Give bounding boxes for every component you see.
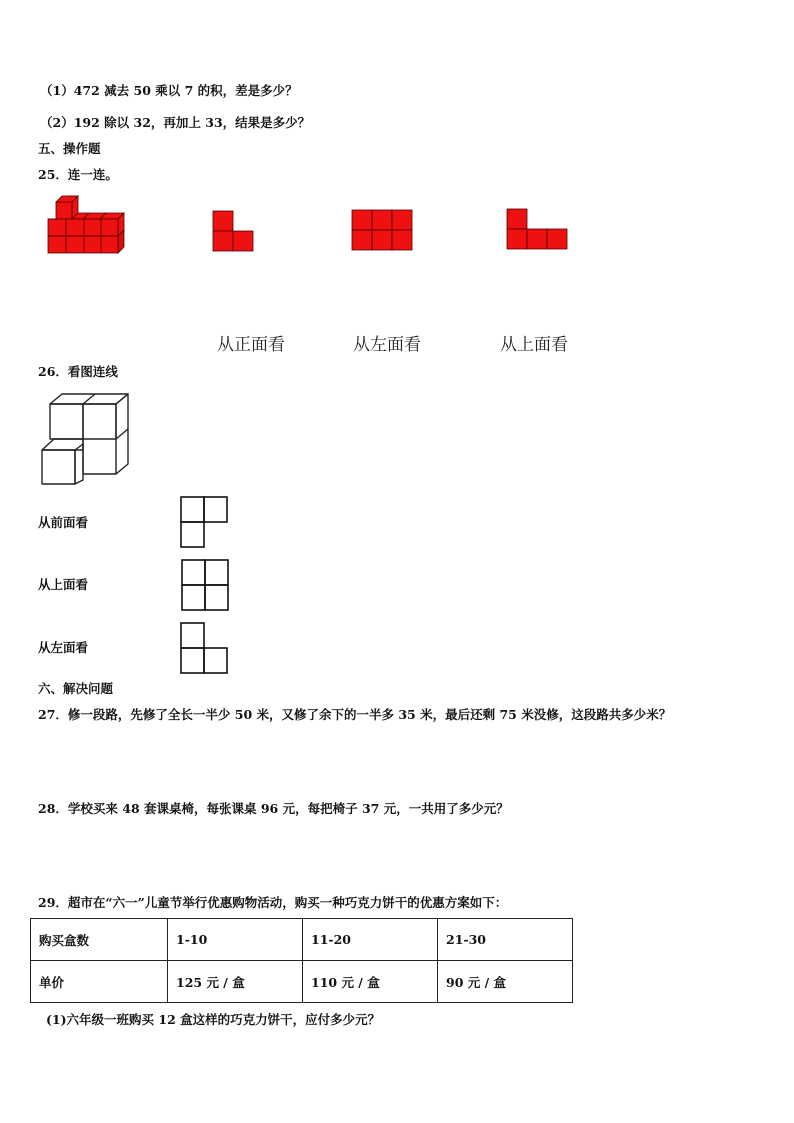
- q26-grid-shape-1: [180, 496, 230, 550]
- q26-cube-figure: [40, 392, 132, 488]
- table-cell: 90 元 / 盒: [438, 961, 573, 1003]
- q26-label-top: 从上面看: [38, 577, 89, 592]
- q2-sub-question: （2）192 除以 32，再加上 33，结果是多少？: [40, 115, 311, 130]
- section-five-title: 五、操作题: [38, 141, 101, 156]
- q27-text: 27．修一段路，先修了全长一半少 50 米，又修了余下的一半多 35 米，最后还剩 75 米没修，这段路共多少米？: [38, 707, 672, 722]
- q1-sub-question: （1）472 减去 50 乘以 7 的积，差是多少？: [40, 83, 298, 98]
- q25-view-shape-3: [507, 209, 569, 251]
- q25-view-shape-2: [352, 210, 414, 252]
- table-cell: 单价: [31, 961, 168, 1003]
- q26-label-front: 从前面看: [38, 515, 89, 530]
- table-cell: 1-10: [168, 919, 303, 961]
- table-cell: 购买盒数: [31, 919, 168, 961]
- q25-view-label-front: 从正面看: [217, 335, 285, 355]
- table-cell: 21-30: [438, 919, 573, 961]
- q26-label-left: 从左面看: [38, 640, 89, 655]
- q25-view-label-top: 从上面看: [500, 335, 568, 355]
- table-row: [31, 919, 573, 961]
- q26-grid-shape-3: [180, 622, 230, 676]
- q25-view-label-left: 从左面看: [353, 335, 421, 355]
- q29-sub1-text: (1)六年级一班购买 12 盒这样的巧克力饼干，应付多少元？: [46, 1012, 381, 1027]
- table-row: [31, 961, 573, 1003]
- q29-text: 29．超市在“六一”儿童节举行优惠购物活动，购买一种巧克力饼干的优惠方案如下：: [38, 895, 508, 910]
- q28-text: 28．学校买来 48 套课桌椅，每张课桌 96 元，每把椅子 37 元，一共用了多少元？: [38, 801, 509, 816]
- table-cell: 11-20: [303, 919, 438, 961]
- q26-grid-shape-2: [181, 559, 231, 613]
- q25-view-shape-1: [213, 211, 255, 253]
- q26-title: 26．看图连线: [38, 364, 118, 379]
- table-cell: 125 元 / 盒: [168, 961, 303, 1003]
- table-cell: 110 元 / 盒: [303, 961, 438, 1003]
- section-six-title: 六、解决问题: [38, 681, 114, 696]
- q29-price-table: [30, 918, 573, 1003]
- q25-title: 25．连一连。: [38, 167, 118, 182]
- q25-cube-figure: [46, 200, 126, 260]
